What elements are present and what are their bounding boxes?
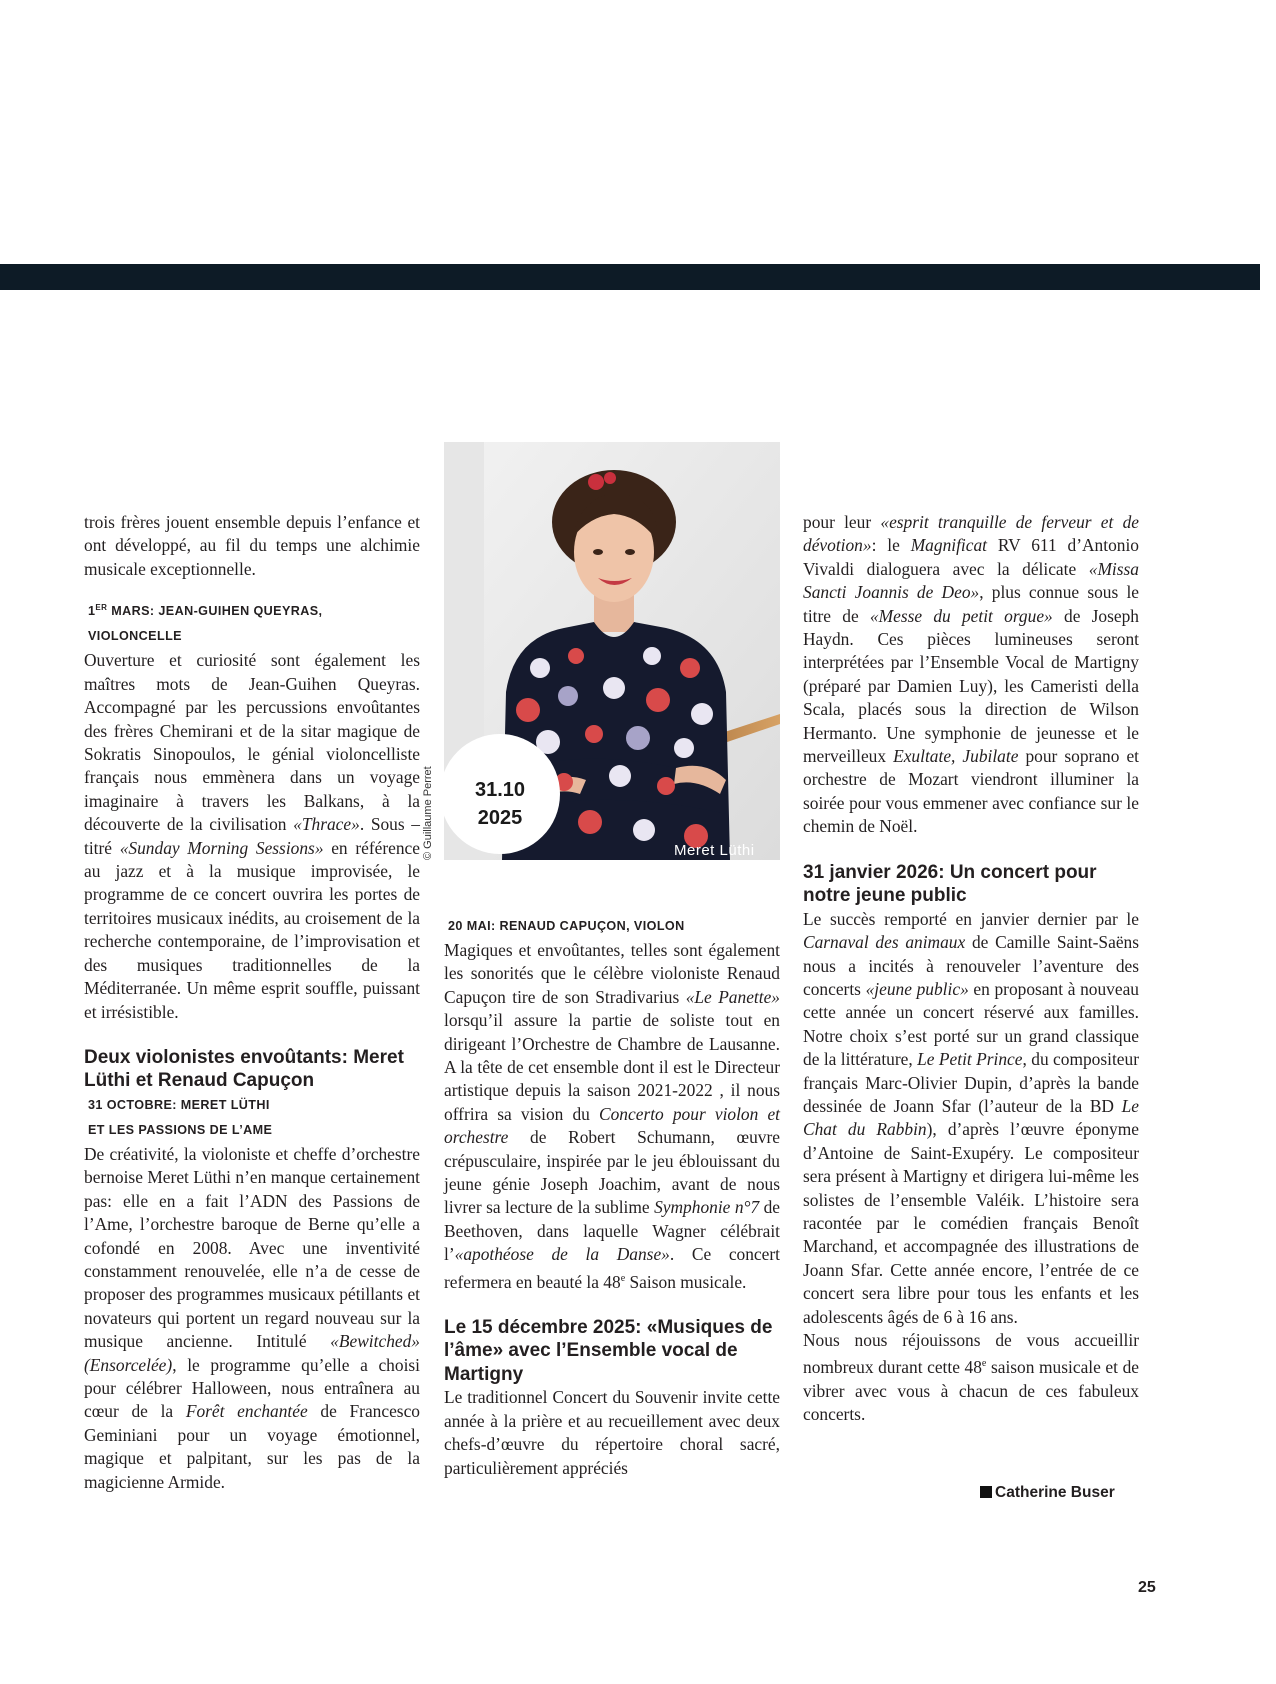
paragraph: Le traditionnel Concert du Souvenir invite cette année à la prière et au recueillement avec deux chefs-d’œuvre du répertoire choral sacré, particulièrement appréciés (444, 1387, 780, 1478)
column-2 (444, 914, 780, 1480)
column-1 (84, 511, 420, 1494)
date-line-2: 2025 (477, 807, 523, 829)
page-number: 25 (1138, 1579, 1156, 1596)
subheading-capucon: 20 MAI: RENAUD CAPUÇON, VIOLON (448, 919, 685, 933)
subheading-queyras: 1ER MARS: JEAN-GUIHEN QUEYRAS, VIOLONCELLE (88, 603, 323, 644)
section-heading: Deux violonistes envoûtants: Meret Lüthi et Renaud Capuçon (84, 1046, 404, 1092)
paragraph: pour leur «esprit tranquille de ferveur et de dévotion»: le Magnificat RV 611 d’Antonio Vivaldi dialoguera avec la délicate «Missa Sancti Joannis de Deo», plus connue sous le titre de «Messe du petit orgue» de Joseph Haydn. Ces pièces lumineuses seront interprétées par l’Ensemble Vocal de Martigny (préparé par Damien Luy), les Cameristi della Scala, placés sous la direction de Wilson Hermanto. Une symphonie de jeunesse et le merveilleux Exultate, Jubilate pour soprano et orchestre de Mozart viendront illuminer la soirée pour vous emmener avec confiance sur le chemin de Noël. (803, 512, 1140, 837)
author-signature: Catherine Buser (980, 1484, 1115, 1502)
subheading-luthi: 31 OCTOBRE: MERET LÜTHI ET LES PASSIONS DE L’AME (88, 1097, 273, 1137)
paragraph: Le succès remporté en janvier dernier par le Carnaval des animaux de Camille Saint-Saëns nous a incités à renouveler l’aventure des concerts «jeune public» en proposant à nouveau cette année un concert réservé aux familles. Notre choix s’est porté sur un grand classique de la littérature, Le Petit Prince, du compositeur français Marc-Olivier Dupin, d’après la bande dessinée de Joann Sfar (l’auteur de la BD Le Chat du Rabbin), d’après l’œuvre éponyme d’Antoine de Saint-Exupéry. Le compositeur sera présent à Martigny et dirigera lui-même les solistes de l’ensemble Valéik. L’histoire sera racontée par le comédien français Benoît Marchand, et accompagnée des illustrations de Joann Sfar. Cette année encore, l’entrée de ce concert sera libre pour tous les enfants et les adolescents âgés de 6 à 16 ans. (803, 908, 1140, 1327)
section-heading: Le 15 décembre 2025: «Musiques de l’âme» avec l’Ensemble vocal de Martigny (444, 1316, 773, 1385)
column-3 (803, 511, 1139, 1426)
top-dark-band (0, 264, 1260, 290)
section-heading: 31 janvier 2026: Un concert pour notre jeune public (803, 861, 1097, 907)
paragraph: De créativité, la violoniste et cheffe d’orchestre bernoise Meret Lüthi n’en manque certainement pas: elle en a fait l’ADN des Passions de l’Ame, l’orchestre baroque de Berne qu’elle a cofondé en 2008. Avec une inventivité constamment renouvelée, elle n’a de cesse de proposer des programmes musicaux pétillants et novateurs qui portent un regard nouveau sur la musique ancienne. Intitulé «Bewitched» (Ensorcelée), le programme qu’elle a choisi pour célébrer Halloween, nous entraînera au cœur de la Forêt enchantée de Francesco Geminiani pour un voyage émotionnel, magique et palpitant, sur les pas de la magicienne Armide. (84, 1143, 420, 1492)
paragraph: trois frères jouent ensemble depuis l’enfance et ont développé, au fil du temps une alchimie musicale exceptionnelle. (84, 512, 420, 579)
photo-credit: © Guillaume Perret (422, 766, 434, 860)
paragraph: Ouverture et curiosité sont également les maîtres mots de Jean-Guihen Queyras. Accompagné par les percussions envoûtantes des frères Chemirani et de la sitar magique de Sokratis Sinopoulos, le génial violoncelliste français nous emmènera dans un voyage imaginaire à travers les Balkans, à la découverte de la civilisation «Thrace». Sous –titré «Sunday Morning Sessions» en référence au jazz et à la musique improvisée, le programme de ce concert ouvrira les portes de territoires musicaux inédits, au croisement de la recherche contemporaine, de l’improvisation et des musiques traditionnelles de la Méditerranée. Un même esprit souffle, puissant et irrésistible. (84, 650, 420, 1022)
date-bubble (438, 734, 580, 876)
signature-square-icon (980, 1486, 992, 1498)
paragraph: Nous nous réjouissons de vous accueillir nombreux durant cette 48e saison musicale et de vibrer avec vous à chacun de ces fabuleux concerts. (803, 1330, 1139, 1425)
date-line-1: 31.10 (474, 779, 526, 801)
paragraph: Magiques et envoûtantes, telles sont également les sonorités que le célèbre violoniste Renaud Capuçon tire de son Stradivarius «Le Panette» lorsqu’il assure la partie de soliste tout en dirigeant l’Orchestre de Chambre de Lausanne. A la tête de cet ensemble dont il est le Directeur artistique depuis la saison 2021-2022 , il nous offrira sa vision du Concerto pour violon et orchestre de Robert Schumann, œuvre crépusculaire, inspirée par le jeu éblouissant du jeune génie Joseph Joachim, avant de nous livrer sa lecture de la sublime Symphonie n°7 de Beethoven, dans laquelle Wagner célébrait l’«apothéose de la Danse». Ce concert refermera en beauté la 48e Saison musicale. (444, 940, 781, 1292)
photo-caption: Meret Lüthi (674, 842, 755, 859)
